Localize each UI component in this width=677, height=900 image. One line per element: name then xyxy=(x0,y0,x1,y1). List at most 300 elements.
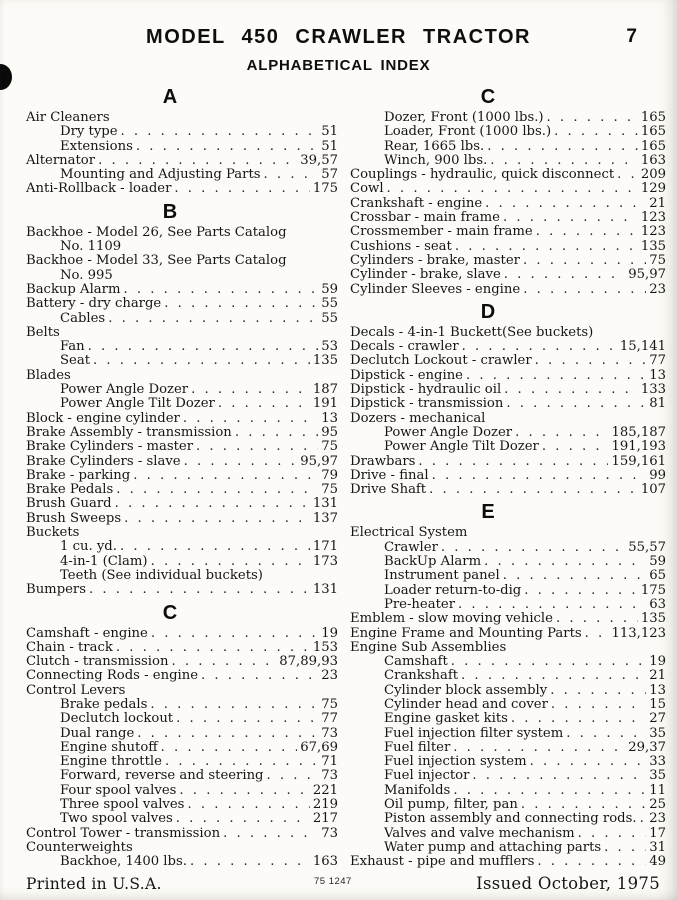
entry-page: 95,97 xyxy=(628,267,666,283)
entry-label: Manifolds xyxy=(384,782,451,798)
index-entry xyxy=(350,598,666,612)
entry-page: 53 xyxy=(321,339,338,355)
dot-leader xyxy=(487,140,638,154)
dot-leader xyxy=(578,827,647,841)
entry-label: Decals - crawler xyxy=(350,339,459,355)
entry-label: Exhaust - pipe and mufflers xyxy=(350,854,535,870)
index-entry xyxy=(26,111,338,125)
entry-page: 55 xyxy=(321,296,338,312)
dot-leader xyxy=(537,855,646,869)
dot-leader xyxy=(503,211,638,225)
entry-page: 13 xyxy=(649,682,666,698)
dot-leader xyxy=(554,125,638,139)
entry-page: 63 xyxy=(649,596,666,612)
dot-leader xyxy=(137,727,318,741)
entry-page: 173 xyxy=(312,553,338,569)
entry-label: 1 cu. yd. xyxy=(60,539,117,555)
index-entry xyxy=(350,182,666,196)
entry-page: 55,57 xyxy=(628,539,666,555)
entry-page: 209 xyxy=(640,167,666,183)
entry-page: 17 xyxy=(649,825,666,841)
entry-page: 99 xyxy=(649,467,666,483)
dot-leader xyxy=(453,741,625,755)
entry-label: Fuel injector xyxy=(384,768,470,784)
entry-label: Dipstick - engine xyxy=(350,367,463,383)
dot-leader xyxy=(530,755,647,769)
entry-label: Engine Frame and Mounting Parts xyxy=(350,625,582,641)
entry-label: No. 995 xyxy=(60,267,113,283)
index-entry xyxy=(26,798,338,812)
index-entry xyxy=(26,555,338,569)
dot-leader xyxy=(550,684,646,698)
entry-label: Cylinder - brake, slave xyxy=(350,267,501,283)
dot-leader xyxy=(123,283,318,297)
entry-page: 165 xyxy=(640,138,666,154)
entry-label: Engine shutoff xyxy=(60,739,158,755)
dot-leader xyxy=(124,512,310,526)
index-entry xyxy=(350,240,666,254)
entry-label: Dozers - mechanical xyxy=(350,410,486,426)
dot-leader xyxy=(458,598,646,612)
entry-page: 159,161 xyxy=(611,453,666,469)
index-entry xyxy=(350,340,666,354)
index-entry xyxy=(26,569,338,583)
entry-label: Brake Cylinders - master xyxy=(26,439,194,455)
entry-label: Crossbar - main frame xyxy=(350,210,500,226)
entry-label: Winch, 900 lbs. xyxy=(384,152,488,168)
dot-leader xyxy=(267,769,319,783)
entry-label: Camshaft - engine xyxy=(26,625,148,641)
entry-page: 23 xyxy=(649,281,666,297)
entry-label: Brush Guard xyxy=(26,496,112,512)
entry-label: Water pump and attaching parts xyxy=(384,839,602,855)
entry-label: Counterweights xyxy=(26,839,133,855)
entry-page: 23 xyxy=(321,668,338,684)
entry-page: 153 xyxy=(312,639,338,655)
entry-page: 219 xyxy=(312,797,338,813)
entry-label: Buckets xyxy=(26,525,80,541)
index-entry xyxy=(350,168,666,182)
entry-page: 123 xyxy=(640,224,666,240)
index-entry xyxy=(26,354,338,368)
index-entry xyxy=(350,383,666,397)
index-entry xyxy=(350,440,666,454)
entry-label: Oil pump, filter, pan xyxy=(384,797,518,813)
entry-label: Battery - dry charge xyxy=(26,296,162,312)
entry-page: 51 xyxy=(321,138,338,154)
entry-page: 29,37 xyxy=(628,739,666,755)
dot-leader xyxy=(201,669,318,683)
entry-label: Declutch Lockout - crawler xyxy=(350,353,532,369)
dot-leader xyxy=(429,483,638,497)
index-entry xyxy=(26,855,338,869)
index-entry xyxy=(350,855,666,869)
entry-label: Brake Cylinders - slave xyxy=(26,453,181,469)
index-entry xyxy=(350,741,666,755)
page-header xyxy=(0,0,677,74)
entry-label: Brush Sweeps xyxy=(26,510,122,526)
entry-label: Belts xyxy=(26,324,60,340)
entry-page: 135 xyxy=(640,611,666,627)
dot-leader xyxy=(161,741,298,755)
dot-leader xyxy=(115,497,310,511)
dot-leader xyxy=(387,182,638,196)
index-entry xyxy=(350,197,666,211)
index-entry xyxy=(350,354,666,368)
dot-leader xyxy=(521,798,646,812)
dot-leader xyxy=(490,154,638,168)
dot-leader xyxy=(174,182,309,196)
entry-page: 137 xyxy=(312,510,338,526)
entry-page: 65 xyxy=(649,568,666,584)
entry-label: Cushions - seat xyxy=(350,238,452,254)
entry-label: BackUp Alarm xyxy=(384,554,482,570)
index-entry xyxy=(26,641,338,655)
dot-leader xyxy=(187,798,309,812)
entry-label: Forward, reverse and steering xyxy=(60,768,264,784)
dot-leader xyxy=(461,669,646,683)
dot-leader xyxy=(453,784,646,798)
entry-label: Drive - final xyxy=(350,467,429,483)
dot-leader xyxy=(484,555,646,569)
entry-label: Seat xyxy=(60,353,91,369)
entry-page: 15 xyxy=(649,696,666,712)
index-entry xyxy=(26,727,338,741)
index-entry xyxy=(350,612,666,626)
entry-label: Piston assembly and connecting rods. xyxy=(384,811,637,827)
entry-label: Four spool valves xyxy=(60,782,177,798)
index-entry xyxy=(350,655,666,669)
index-entry xyxy=(26,827,338,841)
entry-label: Fuel injection system xyxy=(384,754,527,770)
entry-page: 77 xyxy=(649,353,666,369)
dot-leader xyxy=(98,154,297,168)
index-entry xyxy=(350,698,666,712)
dot-leader xyxy=(462,340,617,354)
entry-label: Couplings - hydraulic, quick disconnect xyxy=(350,167,615,183)
dot-leader xyxy=(151,627,318,641)
dot-leader xyxy=(523,283,646,297)
index-entry xyxy=(26,755,338,769)
entry-page: 21 xyxy=(649,668,666,684)
entry-label: Air Cleaners xyxy=(26,110,110,125)
entry-label: Backhoe - Model 33, See Parts Catalog xyxy=(26,253,287,269)
entry-label: Block - engine cylinder xyxy=(26,410,180,426)
entry-page: 135 xyxy=(640,238,666,254)
index-entry xyxy=(26,226,338,240)
entry-page: 185,187 xyxy=(611,424,666,440)
index-entry xyxy=(26,741,338,755)
index-entry xyxy=(26,269,338,283)
dot-leader xyxy=(542,440,609,454)
entry-label: 4-in-1 (Clam) xyxy=(60,553,148,569)
index-entry xyxy=(350,469,666,483)
index-entry xyxy=(350,225,666,239)
dot-leader xyxy=(547,111,638,125)
entry-page: 171 xyxy=(312,539,338,555)
entry-label: Pre-heater xyxy=(384,596,456,612)
entry-label: Blades xyxy=(26,367,71,383)
entry-page: 133 xyxy=(640,382,666,398)
index-entry xyxy=(350,641,666,655)
entry-page: 19 xyxy=(321,625,338,641)
entry-label: Brake Assembly - transmission xyxy=(26,424,232,440)
index-entry xyxy=(26,512,338,526)
entry-page: 39,57 xyxy=(300,152,338,168)
dot-leader xyxy=(640,812,647,826)
dot-leader xyxy=(223,827,318,841)
index-entry xyxy=(350,526,666,540)
index-entry xyxy=(350,140,666,154)
entry-page: 75 xyxy=(321,482,338,498)
entry-page: 191 xyxy=(312,396,338,412)
entry-label: Crawler xyxy=(384,539,438,555)
index-entry xyxy=(26,455,338,469)
dot-leader xyxy=(88,340,319,354)
entry-label: Fan xyxy=(60,339,85,355)
index-entry xyxy=(26,326,338,340)
entry-label: Cylinder head and cover xyxy=(384,696,548,712)
dot-leader xyxy=(455,240,638,254)
entry-label: Engine gasket kits xyxy=(384,711,508,727)
entry-label: Emblem - slow moving vehicle xyxy=(350,611,553,627)
index-entry xyxy=(350,812,666,826)
entry-page: 71 xyxy=(321,754,338,770)
page-footer xyxy=(26,871,662,893)
entry-page: 73 xyxy=(321,768,338,784)
entry-label: Dipstick - transmission xyxy=(350,396,504,412)
entry-page: 33 xyxy=(649,754,666,770)
entry-label: Brake Pedals xyxy=(26,482,114,498)
index-entry xyxy=(26,297,338,311)
index-entry xyxy=(26,784,338,798)
dot-leader xyxy=(196,440,318,454)
entry-label: Loader return-to-dig xyxy=(384,582,522,598)
dot-leader xyxy=(524,584,638,598)
index-entry xyxy=(26,440,338,454)
dot-leader xyxy=(164,297,318,311)
dot-leader xyxy=(504,268,625,282)
entry-page: 13 xyxy=(649,367,666,383)
dot-leader xyxy=(191,383,310,397)
entry-label: Loader, Front (1000 lbs.) xyxy=(384,124,552,140)
dot-leader xyxy=(617,168,638,182)
entry-label: Crankshaft xyxy=(384,668,459,684)
index-entry xyxy=(26,684,338,698)
entry-label: Mounting and Adjusting Parts xyxy=(60,167,261,183)
index-entry xyxy=(26,397,338,411)
entry-page: 49 xyxy=(649,854,666,870)
entry-label: Engine Sub Assemblies xyxy=(350,639,507,655)
index-columns xyxy=(26,82,666,870)
dot-leader xyxy=(116,483,318,497)
entry-page: 131 xyxy=(312,582,338,598)
index-entry xyxy=(26,526,338,540)
index-entry xyxy=(350,369,666,383)
entry-label: Power Angle Dozer xyxy=(60,382,189,398)
entry-page: 25 xyxy=(649,797,666,813)
section-letter-B: B xyxy=(162,200,178,223)
entry-label: Cowl xyxy=(350,181,384,197)
index-entry xyxy=(26,469,338,483)
index-entry xyxy=(350,268,666,282)
index-entry xyxy=(26,168,338,182)
entry-page: 57 xyxy=(321,167,338,183)
index-entry xyxy=(350,669,666,683)
dot-leader xyxy=(472,769,646,783)
entry-label: Backhoe, 1400 lbs. xyxy=(60,854,187,870)
entry-label: Drive Shaft xyxy=(350,482,427,498)
dot-leader xyxy=(503,569,647,583)
entry-page: 129 xyxy=(640,181,666,197)
entry-page: 55 xyxy=(321,310,338,326)
entry-page: 95,97 xyxy=(300,453,338,469)
entry-label: Dry type xyxy=(60,124,118,140)
printed-in-note: Printed in U.S.A. xyxy=(26,875,162,893)
entry-page: 35 xyxy=(649,725,666,741)
section-letter-D: D xyxy=(480,300,496,323)
index-entry xyxy=(26,655,338,669)
entry-label: Fuel injection filter system xyxy=(384,725,564,741)
dot-leader xyxy=(179,784,309,798)
dot-leader xyxy=(165,755,318,769)
index-entry xyxy=(26,125,338,139)
dot-leader xyxy=(441,541,625,555)
entry-label: Brake - parking xyxy=(26,467,131,483)
index-entry xyxy=(350,627,666,641)
dot-leader xyxy=(418,455,608,469)
dot-leader xyxy=(116,641,310,655)
index-entry xyxy=(26,483,338,497)
index-entry xyxy=(26,283,338,297)
dot-leader xyxy=(511,712,646,726)
dot-leader xyxy=(184,455,298,469)
entry-label: Crankshaft - engine xyxy=(350,195,483,211)
entry-page: 23 xyxy=(649,811,666,827)
index-entry xyxy=(350,326,666,340)
dot-leader xyxy=(506,397,646,411)
section-letter-C: C xyxy=(480,86,496,108)
entry-page: 59 xyxy=(649,554,666,570)
entry-page: 87,89,93 xyxy=(279,654,338,670)
entry-label: Drawbars xyxy=(350,453,416,469)
index-entry xyxy=(26,698,338,712)
entry-page: 165 xyxy=(640,124,666,140)
entry-page: 59 xyxy=(321,281,338,297)
page-subtitle: ALPHABETICAL INDEX xyxy=(246,57,431,74)
entry-label: Clutch - transmission xyxy=(26,654,169,670)
entry-label: Control Levers xyxy=(26,682,126,698)
index-entry xyxy=(350,211,666,225)
dot-leader xyxy=(190,855,310,869)
entry-label: Power Angle Tilt Dozer xyxy=(384,439,539,455)
entry-page: 95 xyxy=(321,424,338,440)
index-entry xyxy=(26,254,338,268)
entry-label: Backup Alarm xyxy=(26,281,121,297)
entry-page: 21 xyxy=(649,195,666,211)
dot-leader xyxy=(466,369,646,383)
index-entry xyxy=(26,140,338,154)
entry-page: 13 xyxy=(321,410,338,426)
entry-label: Power Angle Tilt Dozer xyxy=(60,396,215,412)
dot-leader xyxy=(133,469,318,483)
entry-label: Dual range xyxy=(60,725,135,741)
dot-leader xyxy=(451,655,646,669)
index-entry xyxy=(26,540,338,554)
dot-leader xyxy=(432,469,647,483)
entry-label: Alternator xyxy=(26,152,96,168)
entry-label: Bumpers xyxy=(26,582,87,598)
entry-page: 135 xyxy=(312,353,338,369)
entry-label: Cylinders - brake, master xyxy=(350,252,520,268)
entry-page: 19 xyxy=(649,654,666,670)
index-entry xyxy=(26,812,338,826)
index-entry xyxy=(350,827,666,841)
index-column-right xyxy=(350,82,666,870)
entry-label: Anti-Rollback - loader xyxy=(26,181,172,197)
entry-label: Fuel filter xyxy=(384,739,451,755)
entry-page: 79 xyxy=(321,467,338,483)
entry-page: 221 xyxy=(312,782,338,798)
entry-page: 51 xyxy=(321,124,338,140)
entry-label: Two spool valves xyxy=(60,811,173,827)
entry-page: 81 xyxy=(649,396,666,412)
entry-page: 113,123 xyxy=(611,625,666,641)
entry-page: 27 xyxy=(649,711,666,727)
dot-leader xyxy=(535,354,647,368)
entry-page: 73 xyxy=(321,825,338,841)
index-entry xyxy=(350,769,666,783)
form-number: 75 1247 xyxy=(314,876,352,887)
section-letter-C: C xyxy=(162,601,178,624)
entry-label: Connecting Rods - engine xyxy=(26,668,199,684)
page-title: MODEL 450 CRAWLER TRACTOR xyxy=(146,26,531,48)
index-entry xyxy=(350,412,666,426)
entry-label: Brake pedals xyxy=(60,696,148,712)
index-entry xyxy=(350,397,666,411)
dot-leader xyxy=(585,627,609,641)
index-entry xyxy=(350,712,666,726)
section-letter-A: A xyxy=(162,86,178,108)
entry-page: 15,141 xyxy=(619,339,666,355)
entry-label: Teeth (See individual buckets) xyxy=(60,567,263,583)
dot-leader xyxy=(566,727,646,741)
index-entry xyxy=(26,340,338,354)
index-entry xyxy=(350,798,666,812)
index-entry xyxy=(350,455,666,469)
entry-label: Dipstick - hydraulic oil xyxy=(350,382,502,398)
index-entry xyxy=(26,583,338,597)
index-entry xyxy=(350,755,666,769)
section-letter-E: E xyxy=(481,501,495,524)
index-entry xyxy=(26,369,338,383)
dot-leader xyxy=(515,426,608,440)
index-entry xyxy=(350,784,666,798)
index-entry xyxy=(26,627,338,641)
index-entry xyxy=(26,312,338,326)
dot-leader xyxy=(136,140,318,154)
index-entry xyxy=(350,254,666,268)
entry-page: 187 xyxy=(312,382,338,398)
index-entry xyxy=(350,154,666,168)
entry-label: Instrument panel xyxy=(384,568,500,584)
entry-label: Control Tower - transmission xyxy=(26,825,221,841)
dot-leader xyxy=(89,583,310,597)
index-entry xyxy=(350,555,666,569)
entry-page: 75 xyxy=(649,252,666,268)
dot-leader xyxy=(235,426,318,440)
entry-page: 123 xyxy=(640,210,666,226)
